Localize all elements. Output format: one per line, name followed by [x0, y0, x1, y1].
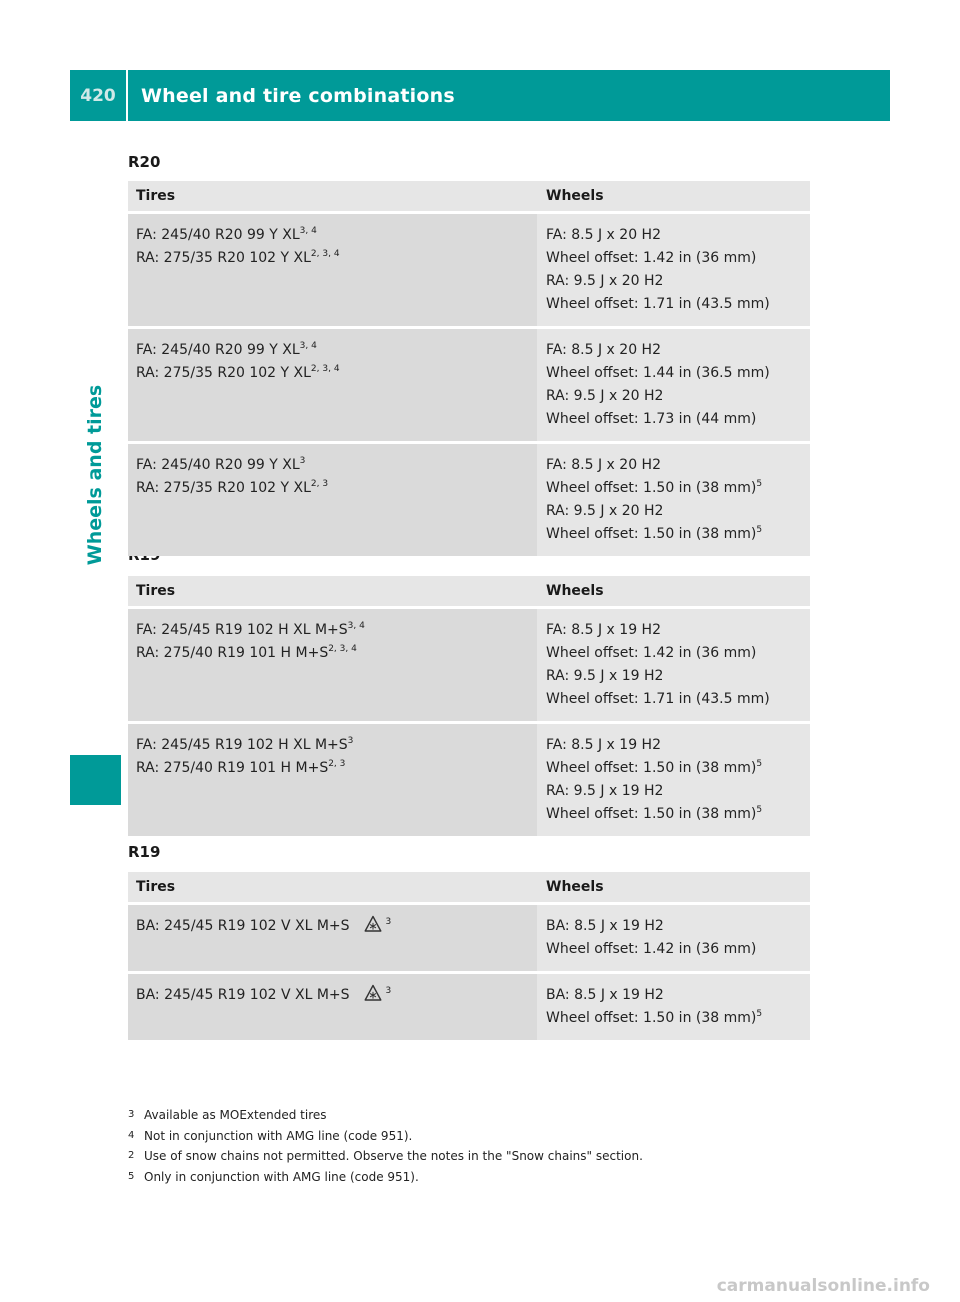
section-subheading-winter-r19: R19 [128, 843, 161, 861]
footnote-ref: 2, 3 [310, 479, 329, 489]
wheel-spec-text: Wheel offset: 1.42 in (36 mm) [546, 941, 757, 957]
wheel-spec [546, 224, 810, 247]
wheel-spec-text: RA: 9.5 J x 19 H2 [546, 668, 664, 684]
tire-spec [136, 642, 537, 665]
wheel-spec [546, 523, 810, 546]
page-number: 420 [70, 70, 128, 121]
side-tab [70, 150, 121, 800]
wheel-spec [546, 339, 810, 362]
tire-spec-text: RA: 275/40 R19 101 H M+S [136, 760, 329, 776]
wheels-cell [537, 444, 810, 556]
wheel-spec [546, 619, 810, 642]
tire-table-allweather-r19 [128, 576, 810, 836]
wheel-spec-text: RA: 9.5 J x 20 H2 [546, 388, 664, 404]
tire-spec [136, 915, 537, 938]
footnote-ref: 5 [756, 1009, 763, 1019]
wheel-spec-text: Wheel offset: 1.50 in (38 mm) [546, 1010, 757, 1026]
wheel-spec [546, 362, 810, 385]
wheel-spec [546, 385, 810, 408]
footnote-text: Not in conjunction with AMG line (code 951). [144, 1128, 413, 1143]
column-header-tires: Tires [128, 576, 537, 606]
wheels-cell [537, 905, 810, 971]
column-header-wheels: Wheels [537, 576, 810, 606]
footnote-number: 5 [128, 1170, 135, 1182]
footnote-text: Available as MOExtended tires [144, 1108, 327, 1122]
wheel-spec [546, 938, 810, 961]
table-row [128, 974, 810, 1040]
tires-cell [128, 214, 537, 326]
footnote-ref: 5 [756, 805, 763, 815]
footnote-ref: 2, 3 [328, 759, 346, 769]
wheel-spec-text: RA: 9.5 J x 20 H2 [546, 503, 664, 519]
footnote [128, 1146, 643, 1167]
tire-spec [136, 477, 537, 500]
snowflake-mountain-icon [364, 915, 382, 933]
table-header-row [128, 872, 810, 902]
wheel-spec [546, 915, 810, 938]
wheel-spec [546, 984, 810, 1007]
footnote-text: Only in conjunction with AMG line (code 951). [144, 1169, 419, 1184]
footnote-ref: 5 [756, 525, 763, 535]
wheel-spec-text: Wheel offset: 1.50 in (38 mm) [546, 806, 757, 822]
footnote-text: Use of snow chains not permitted. Observe the notes in the "Snow chains" section. [144, 1149, 643, 1163]
wheel-spec-text: FA: 8.5 J x 20 H2 [546, 227, 661, 243]
tires-cell [128, 905, 537, 971]
tire-spec-text: FA: 245/40 R20 99 Y XL [136, 457, 300, 473]
column-header-tires: Tires [128, 872, 537, 902]
footnote-ref: 5 [756, 479, 763, 489]
table-row [128, 724, 810, 836]
site-watermark: carmanualsonline.info [716, 1276, 930, 1296]
table-row [128, 444, 810, 556]
wheel-spec [546, 408, 810, 431]
footnote-ref: 3, 4 [299, 341, 317, 351]
footnote-ref: 3, 4 [299, 226, 317, 236]
wheels-cell [537, 329, 810, 441]
column-header-wheels: Wheels [537, 872, 810, 902]
wheel-spec-text: Wheel offset: 1.42 in (36 mm) [546, 645, 757, 661]
table-header-row [128, 181, 810, 211]
footnote-number: 2 [128, 1150, 135, 1161]
tires-cell [128, 724, 537, 836]
wheel-spec [546, 642, 810, 665]
wheel-spec [546, 270, 810, 293]
footnote-ref: 3 [299, 456, 306, 466]
tire-spec-text: BA: 245/45 R19 102 V XL M+S [136, 987, 350, 1003]
footnote-number: 4 [128, 1129, 135, 1141]
wheel-spec [546, 293, 810, 316]
snowflake-mountain-icon [364, 984, 382, 1002]
tire-spec-text: FA: 245/40 R20 99 Y XL [136, 342, 300, 358]
wheel-spec [546, 688, 810, 711]
wheel-spec-text: RA: 9.5 J x 19 H2 [546, 783, 664, 799]
tire-spec-text: FA: 245/40 R20 99 Y XL [136, 227, 300, 243]
table-row [128, 214, 810, 326]
footnote [128, 1167, 643, 1188]
tire-spec [136, 224, 537, 247]
wheels-cell [537, 974, 810, 1040]
wheel-spec-text: FA: 8.5 J x 20 H2 [546, 342, 661, 358]
wheel-spec-text: BA: 8.5 J x 19 H2 [546, 987, 664, 1003]
tire-table-r20 [128, 181, 810, 556]
wheel-spec-text: Wheel offset: 1.50 in (38 mm) [546, 526, 757, 542]
tire-spec-text: RA: 275/35 R20 102 Y XL [136, 365, 311, 381]
wheel-spec-text: Wheel offset: 1.44 in (36.5 mm) [546, 365, 770, 381]
table-header-row [128, 576, 810, 606]
tire-spec-text: RA: 275/40 R19 101 H M+S [136, 645, 329, 661]
wheel-spec-text: Wheel offset: 1.50 in (38 mm) [546, 760, 757, 776]
wheel-spec [546, 757, 810, 780]
side-tab-label: Wheels and tires [84, 384, 107, 566]
tires-cell [128, 974, 537, 1040]
wheel-spec-text: FA: 8.5 J x 19 H2 [546, 737, 661, 753]
wheel-spec [546, 1007, 810, 1030]
wheels-cell [537, 609, 810, 721]
footnote-ref: 3 [385, 917, 392, 927]
wheel-spec-text: Wheel offset: 1.71 in (43.5 mm) [546, 296, 770, 312]
wheel-spec-text: Wheel offset: 1.71 in (43.5 mm) [546, 691, 770, 707]
table-row [128, 609, 810, 721]
wheels-cell [537, 724, 810, 836]
wheels-cell [537, 214, 810, 326]
footnotes [128, 1105, 643, 1187]
page-header [70, 70, 890, 121]
wheel-spec-text: Wheel offset: 1.42 in (36 mm) [546, 250, 757, 266]
footnote-ref: 2, 3, 4 [310, 364, 340, 374]
tires-cell [128, 609, 537, 721]
wheel-spec [546, 454, 810, 477]
wheel-spec-text: BA: 8.5 J x 19 H2 [546, 918, 664, 934]
wheel-spec [546, 780, 810, 803]
wheel-spec [546, 803, 810, 826]
table-row [128, 905, 810, 971]
section-heading-r20: R20 [128, 153, 161, 171]
tire-spec-text: RA: 275/35 R20 102 Y XL [136, 250, 311, 266]
tire-spec [136, 734, 537, 757]
tire-table-winter-r19 [128, 872, 810, 1040]
table-row [128, 329, 810, 441]
tire-spec [136, 757, 537, 780]
tire-spec [136, 454, 537, 477]
footnote [128, 1126, 643, 1147]
tire-spec [136, 984, 537, 1007]
wheel-spec-text: Wheel offset: 1.73 in (44 mm) [546, 411, 757, 427]
page-title: Wheel and tire combinations [141, 84, 455, 107]
tire-spec [136, 247, 537, 270]
footnote-ref: 3 [385, 986, 392, 996]
footnote-ref: 2, 3, 4 [310, 249, 340, 259]
tire-spec-text: FA: 245/45 R19 102 H XL M+S [136, 622, 348, 638]
footnote-ref: 5 [756, 759, 763, 769]
wheel-spec-text: RA: 9.5 J x 20 H2 [546, 273, 664, 289]
wheel-spec-text: FA: 8.5 J x 20 H2 [546, 457, 661, 473]
footnote [128, 1105, 643, 1126]
wheel-spec [546, 477, 810, 500]
tires-cell [128, 329, 537, 441]
column-header-tires: Tires [128, 181, 537, 211]
column-header-wheels: Wheels [537, 181, 810, 211]
tire-spec-text: BA: 245/45 R19 102 V XL M+S [136, 918, 350, 934]
wheel-spec [546, 734, 810, 757]
wheel-spec [546, 665, 810, 688]
wheel-spec [546, 247, 810, 270]
wheel-spec-text: FA: 8.5 J x 19 H2 [546, 622, 661, 638]
tires-cell [128, 444, 537, 556]
tire-spec-text: RA: 275/35 R20 102 Y XL [136, 480, 311, 496]
footnote-number: 3 [128, 1109, 135, 1120]
wheel-spec-text: Wheel offset: 1.50 in (38 mm) [546, 480, 757, 496]
footnote-ref: 2, 3, 4 [328, 644, 357, 654]
footnote-ref: 3, 4 [347, 621, 365, 631]
tire-spec [136, 362, 537, 385]
wheel-spec [546, 500, 810, 523]
footnote-ref: 3 [347, 736, 354, 746]
tire-spec [136, 339, 537, 362]
tire-spec [136, 619, 537, 642]
tire-spec-text: FA: 245/45 R19 102 H XL M+S [136, 737, 348, 753]
side-tab-marker [70, 755, 121, 805]
